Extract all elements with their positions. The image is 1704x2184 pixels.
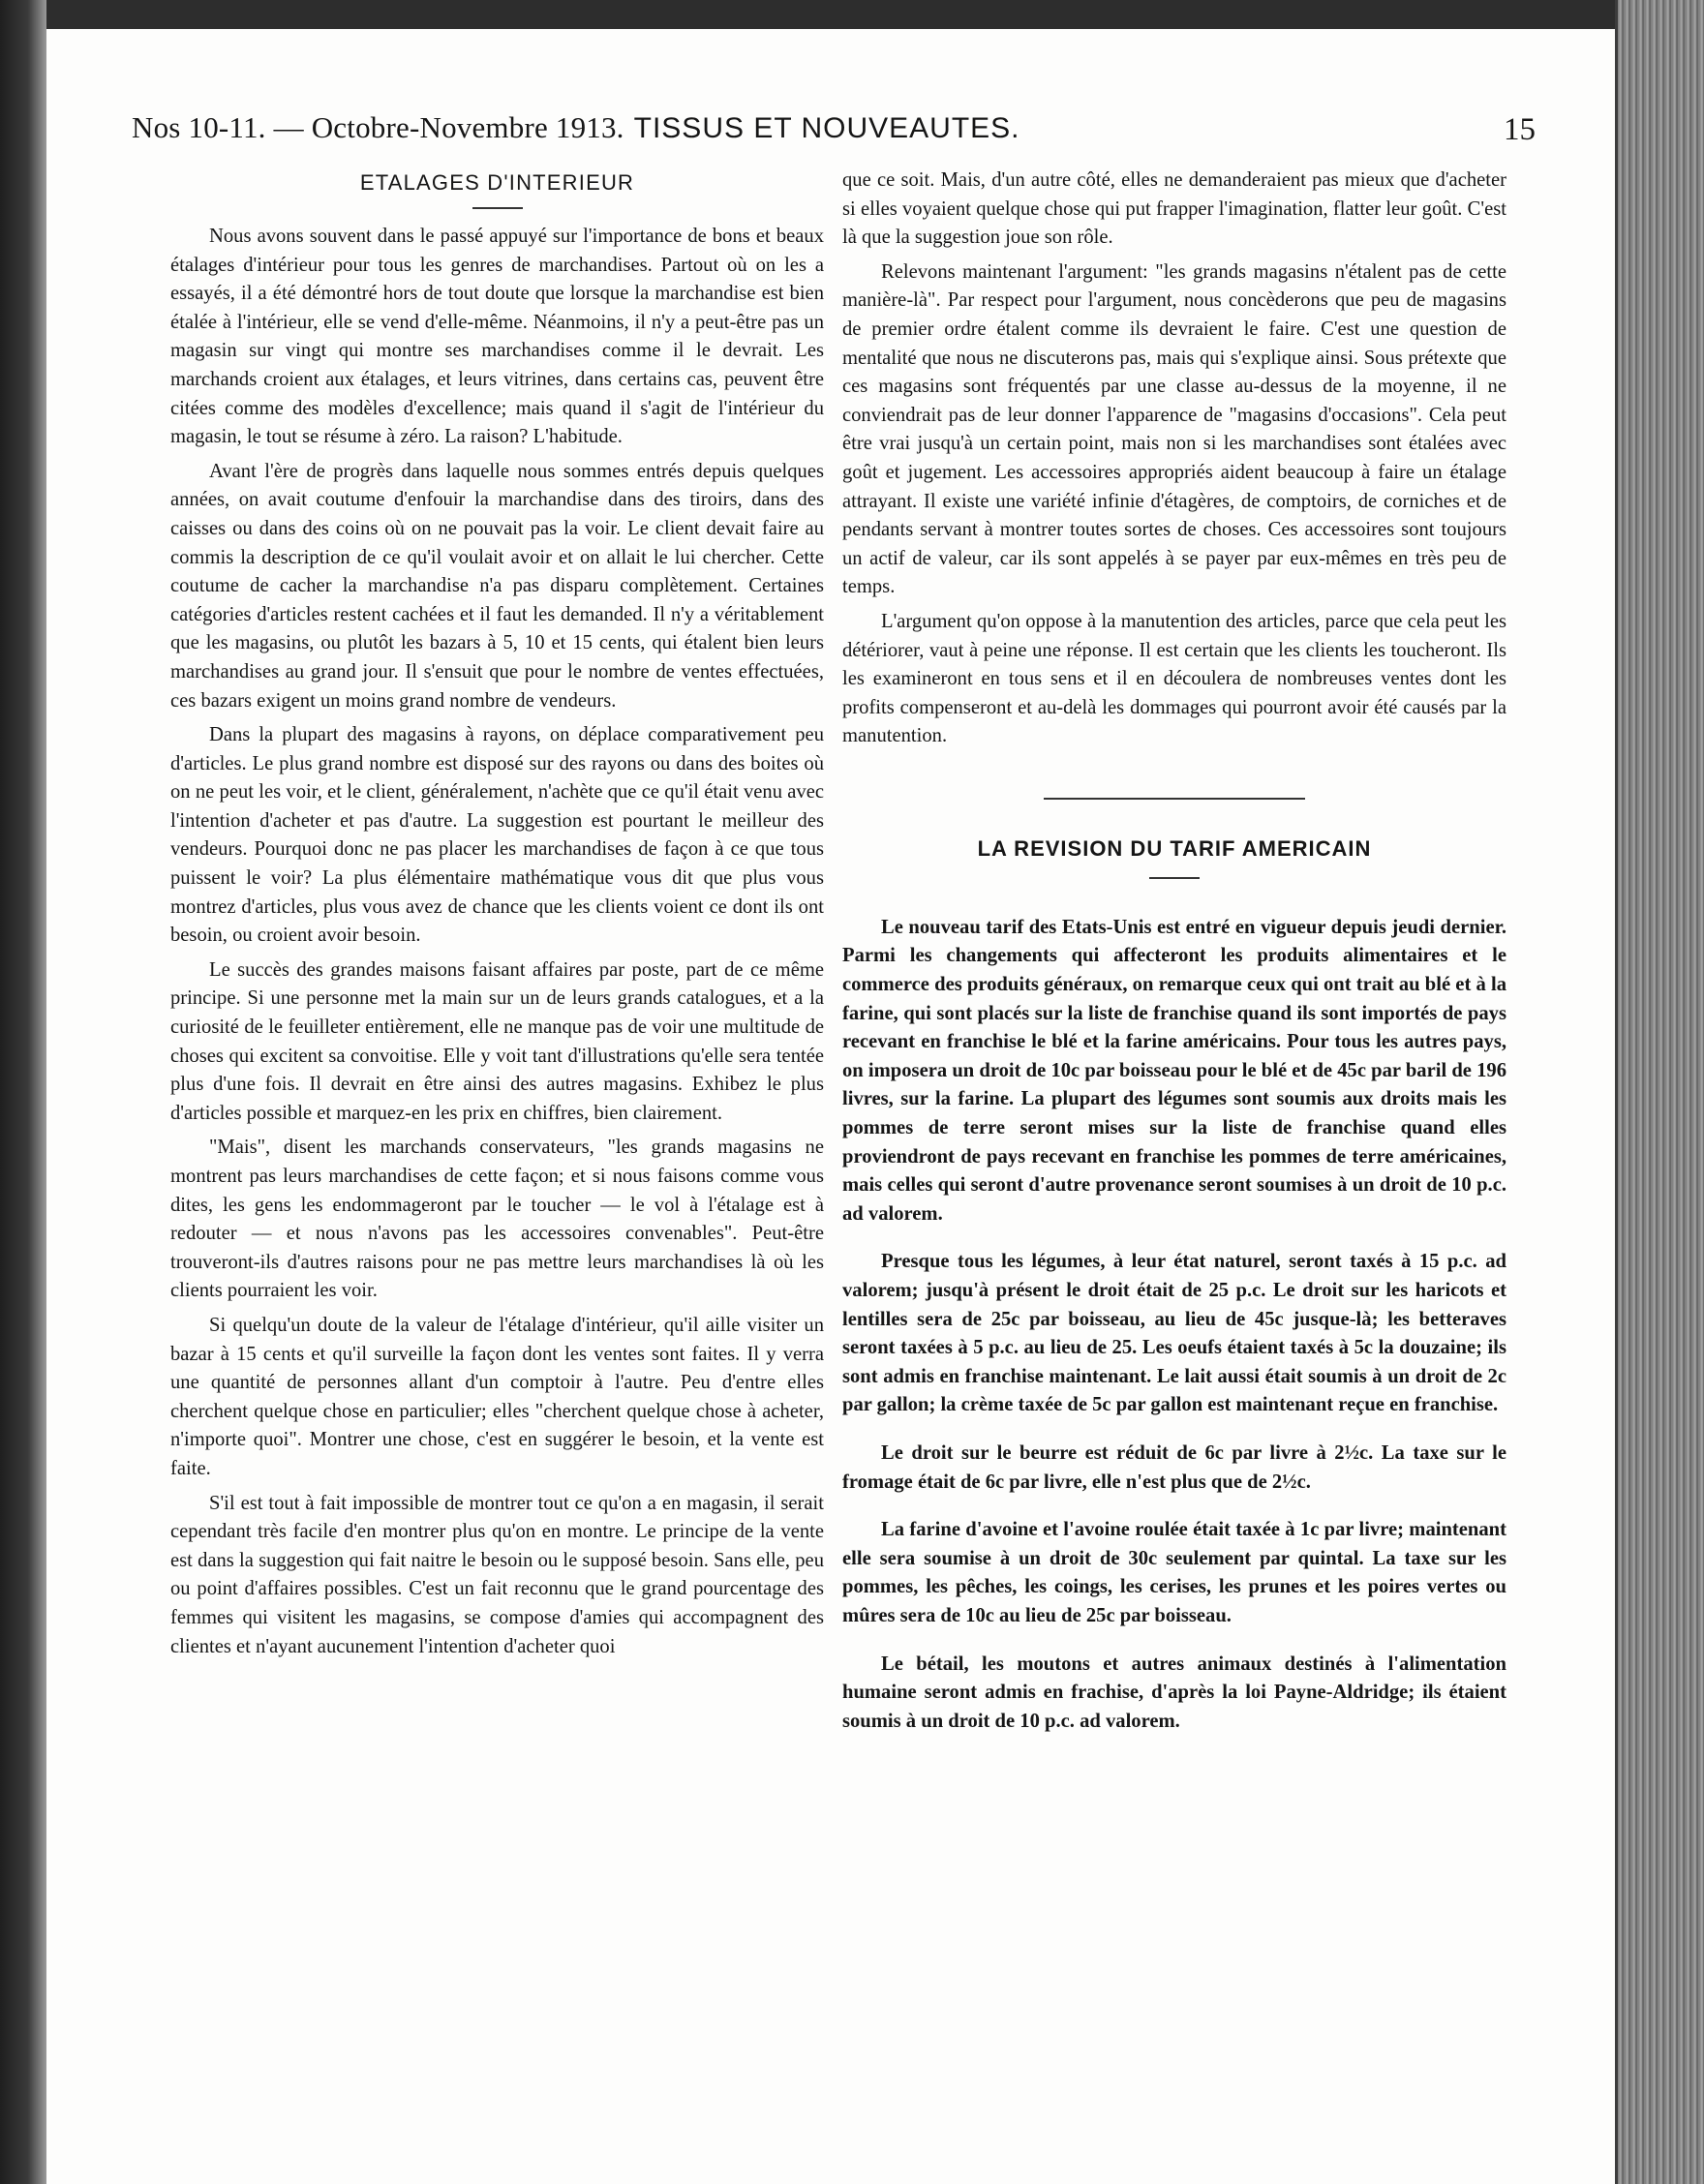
paragraph: Le droit sur le beurre est réduit de 6c par livre à 2½c. La taxe sur le fromage était de 6c par livre, elle n'est plus que de 2½c.: [842, 1441, 1506, 1493]
article-title-etalages: ETALAGES D'INTERIEUR: [359, 170, 635, 195]
paragraph: Presque tous les légumes, à leur état naturel, seront taxés à 15 p.c. ad valorem; jusqu'à présent le droit était de 25 p.c. Le droit sur les haricots et lentilles sera de 25c par boisseau, au lieu de 45c jusque-là; les betteraves seront taxées à 5 p.c. au lieu de 25. Les oeufs étaient taxés à 5c la douzaine; ils sont admis en franchise maintenant. Le lait aussi était soumis à un droit de 2c par gallon; la crème taxée de 5c par gallon est maintenant reçue en franchise.: [842, 1251, 1506, 1416]
paragraph: L'argument qu'on oppose à la manutention des articles, parce que cela peut les détériorer, vaut à peine une réponse. Il est certain que les clients les toucheront. Ils les examineront en tous sens et il en découlera de nombreuses ventes dont les profits compenseront et au-delà les dommages qui pourront avoir été causés par la manutention.: [842, 610, 1506, 747]
paragraph: Le nouveau tarif des Etats-Unis est entré en vigueur depuis jeudi dernier. Parmi les changements qui affecteront les produits alimentaires et le commerce des produits généraux, on remarque ceux qui ont trait au blé et à la farine, qui sont placés sur la liste de franchise quand ils sont importés de pays recevant en franchise le blé et la farine américains. Pour tous les autres pays, on imposera un droit de 10c par boisseau pour le blé et de 45c par baril de 196 livres, sur la farine. La plupart des légumes sont soumis aux droits mais les pommes de terre seront mises sur la liste de franchise quand elles proviendront de pays recevant en franchise les pommes de terre américaines, mais celles qui seront d'autre provenance seront soumises à un droit de 10 p.c. ad valorem.: [842, 916, 1506, 1225]
paragraph: Nous avons souvent dans le passé appuyé sur l'importance de bons et beaux étalages d'intérieur pour tous les genres de marchandises. Partout où on les a essayés, il a été démontré hors de tout doute que lorsque la marchandise est bien étalée à l'intérieur, elle se vend d'elle-même. Néanmoins, il n'y a peut-être pas un magasin sur vingt qui montre ses marchandises comme il le devrait. Les marchands croient aux étalages, et leurs vitrines, dans certains cas, peuvent être citées comme des modèles d'excellence; mais quand il s'agit de l'intérieur du magasin, le tout se résume à zéro. La raison? L'habitude.: [170, 226, 824, 448]
book-page-edges: [1615, 0, 1704, 2184]
paragraph: Relevons maintenant l'argument: "les grands magasins n'étalent pas de cette manière-là". Par respect pour l'argument, nous concèderons que peu de magasins de premier ordre étalent comme ils devraient le faire. C'est une question de mentalité que nous ne discuterons pas, mais qui s'explique ainsi. Sous prétexte que ces magasins sont fréquentés par une classe au-dessus de la moyenne, il ne conviendrait pas de leur donner l'apparence de "magasins d'occasions". Cela peut être vrai jusqu'à un certain point, mais non si les marchandises sont étalées avec goût et jugement. Les accessoires appropriés aident beaucoup à faire un étalage attrayant. Il existe une variété infinie d'étagères, de comptoirs, de corniches et de pendants servant à montrer toutes sortes de choses. Ces accessoires sont toujours un actif de valeur, car ils sont appelés à se payer par eux-mêmes en très peu de temps.: [842, 260, 1506, 598]
left-column: [170, 136, 824, 1661]
paragraph: "Mais", disent les marchands conservateurs, "les grands magasins ne montrent pas leurs marchandises de cette façon; et si nous faisons comme vous dites, les gens les endommageront par le toucher — le vol à l'étalage est à redouter — et nous n'avons pas les accessoires convenables". Peut-être trouveront-ils d'autres raisons pour ne pas mettre leurs marchandises là où les clients pourraient les voir.: [170, 1137, 824, 1302]
section-divider: [1044, 798, 1305, 800]
title-rule: [1149, 877, 1200, 879]
right-column: [842, 167, 1506, 1736]
paragraph: Avant l'ère de progrès dans laquelle nous sommes entrés depuis quelques années, on avait coutume d'enfouir la marchandise dans des tiroirs, dans des caisses ou dans des coins où on ne pouvait pas la voir. Le client devait faire au commis la description de ce qu'il voulait avoir et on allait le lui chercher. Cette coutume de cacher la marchandise n'a pas disparu complètement. Certaines catégories d'articles restent cachées et il faut les demanded. Il n'y a véritablement que les magasins, ou plutôt les bazars à 5, 10 et 15 cents, qui étalent bien leurs marchandises au grand jour. Il s'ensuit que pour le nombre de ventes effectuées, ces bazars exigent un moins grand nombre de vendeurs.: [170, 460, 824, 712]
paragraph: Dans la plupart des magasins à rayons, on déplace comparativement peu d'articles. Le plus grand nombre est disposé sur des rayons ou dans des boites où on ne peut les voir, et le client, généralement, n'achète que ce qu'il était venu avec l'intention d'acheter et pas d'autre. La suggestion est pourtant le meilleur des vendeurs. Pourquoi donc ne pas placer les marchandises de façon à ce que tous puissent le voir? La plus élémentaire mathématique vous dit que plus vous montrez d'articles, plus vous avez de chance que les clients voient ce dont ils ont besoin, ou croient avoir besoin.: [170, 724, 824, 947]
header-issue: Nos 10-11. — Octobre-Novembre 1913.: [132, 110, 624, 144]
scan-border-left: [0, 0, 46, 2184]
article-title-tarif: LA REVISION DU TARIF AMERICAIN: [977, 835, 1372, 861]
tarif-article-body: [842, 914, 1506, 1736]
paragraph-continued: que ce soit. Mais, d'un autre côté, elles ne demanderaient pas mieux que d'acheter si elles voyaient quelque chose qui put frapper l'imagination, flatter leur goût. C'est là que la suggestion joue son rôle.: [842, 169, 1506, 249]
paragraph: La farine d'avoine et l'avoine roulée était taxée à 1c par livre; maintenant elle sera soumise à un droit de 30c seulement par quintal. La taxe sur les pommes, les pêches, les coings, les cerises, les prunes et les poires vertes ou mûres sera de 10c au lieu de 25c par boisseau.: [842, 1519, 1506, 1626]
paragraph: S'il est tout à fait impossible de montrer tout ce qu'on a en magasin, il serait cependant très facile d'en montrer plus qu'on en montre. Le principe de la vente est dans la suggestion qui fait naitre le besoin ou le supposé besoin. Sans elle, peu ou point d'affaires possibles. C'est un fait reconnu que le grand pourcentage des femmes qui visitent les magasins, se compose d'amies qui accompagnent des clientes et n'ayant aucunement l'intention d'acheter quoi: [170, 1492, 824, 1657]
paragraph: Le succès des grandes maisons faisant affaires par poste, part de ce même principe. Si une personne met la main sur un de leurs grands catalogues, et a la curiosité de le feuilleter entièrement, elle ne manque pas de voir une multitude de choses qui excitent sa convoitise. Elle y voit tant d'illustrations qu'elle sera tentée plus d'une fois. Il devrait en être ainsi des autres magasins. Exhibez le plus d'articles possible et marquez-en les prix en chiffres, bien clairement.: [170, 958, 824, 1124]
magazine-page: [46, 29, 1615, 2184]
page-number: 15: [1504, 112, 1536, 147]
header-journal-title: TISSUS ET NOUVEAUTES.: [633, 112, 1020, 144]
scan-border-top: [0, 0, 1704, 29]
title-rule: [472, 207, 523, 209]
paragraph: Le bétail, les moutons et autres animaux destinés à l'alimentation humaine seront admis en frachise, d'après la loi Payne-Aldridge; ils étaient soumis à un droit de 10 p.c. ad valorem.: [842, 1653, 1506, 1732]
paragraph: Si quelqu'un doute de la valeur de l'étalage d'intérieur, qu'il aille visiter un bazar à 15 cents et qu'il surveille la façon dont les ventes sont faites. Il y verra une quantité de personnes allant d'un comptoir à l'autre. Peu d'entre elles cherchent quelque chose en particulier; elles "cherchent quelque chose à acheter, n'importe quoi". Montrer une chose, c'est en suggérer le besoin, et la vente est faite.: [170, 1314, 824, 1479]
